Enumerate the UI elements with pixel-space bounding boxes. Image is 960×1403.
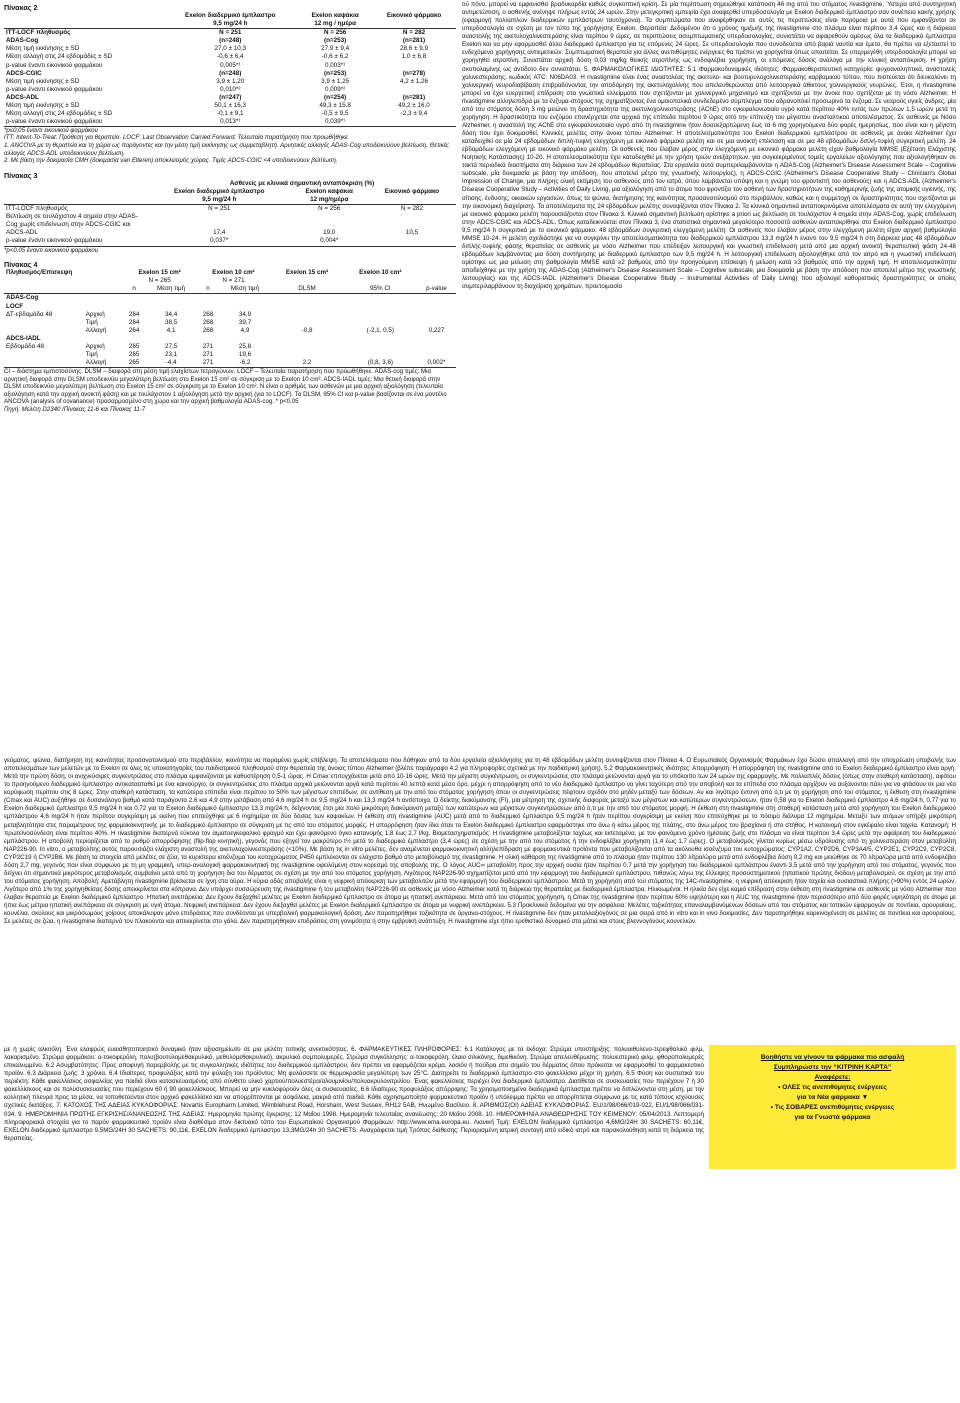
t4-s1a: LOCF <box>6 302 24 310</box>
t2-cell-c1: -0,6 ± 6,4 <box>217 53 244 61</box>
t3-r2-c2: 19,0 <box>323 229 336 237</box>
t3-col2b: 12 mg/ημέρα <box>291 196 368 205</box>
t4-h2b: N = 271 <box>222 277 245 285</box>
right-column-text <box>462 1 956 291</box>
t4-cell-key: Τιμή <box>85 318 98 326</box>
table2-title: Πίνακας 2 <box>4 3 38 12</box>
yellow-item1: • ΟΛΕΣ τις ανεπιθύμητες ενέργειες <box>778 1084 887 1092</box>
t4-cell: 264 <box>128 326 140 334</box>
t2-cell-c2: 0,003*¹ <box>324 61 346 69</box>
t4-cell: 268 <box>202 318 214 326</box>
t3-r1-c3: N = 282 <box>400 205 424 213</box>
t2-cell-c1: (n=247) <box>219 93 242 101</box>
t4-cell: 27,5 <box>164 342 178 350</box>
t2-cell-c2: 49,3 ± 15,8 <box>319 101 351 109</box>
t3-col1: Exelon διαδερμικό έμπλαστρο <box>174 188 265 196</box>
t3-r1-c1: N = 251 <box>208 205 231 213</box>
yellow-title: Βοηθήστε να γίνουν τα φάρμακα πιο ασφαλή <box>760 1054 905 1061</box>
t4-cell: 39,7 <box>238 318 252 326</box>
t4-source: Πηγή: Μελέτη D2340 /Πίνακας 11-6 και Πίνακας 11-7 <box>4 405 146 413</box>
t4-cell: 2,2 <box>270 359 343 368</box>
t4-cell <box>344 343 417 351</box>
t2-row <box>4 53 456 61</box>
t4-cell: 271 <box>202 350 214 358</box>
t2-cell-c2: 0,009*² <box>324 85 346 93</box>
t2-note1: ITT: Intent-To-Treat: Πρόθεση για θεραπεία· LOCF: Last Observation Carried Forward: Τελευταία παρατήρηση που προωθήθηκε <box>4 134 348 142</box>
t2-cell-c3: N = 282 <box>402 29 426 37</box>
t4-h1: Exelon 15 cm² <box>138 269 181 277</box>
t4-cell <box>417 311 456 319</box>
t4-sub-n1: n <box>123 285 146 294</box>
t3-r3-label: p-value έναντι εικονικού φαρμάκου <box>4 237 148 246</box>
t2-row <box>4 70 456 78</box>
t4-cell: -0,8 <box>301 326 313 334</box>
t2-cell-label: ADAS-Cog <box>6 37 39 45</box>
t4-cell: 271 <box>202 342 214 350</box>
t4-cell-group: Εβδομάδα 48 <box>6 342 44 350</box>
t2-cell-label: p-value έναντι εικονικού φαρμάκου <box>6 61 103 69</box>
t4-cell: -4,4 <box>146 359 197 368</box>
table4-title: Πίνακας 4 <box>4 260 38 270</box>
t4-row <box>4 311 456 319</box>
t2-row <box>4 102 456 110</box>
t2-note2: 1. ANCOVA με τη θεραπεία και τη χώρα ως παράγοντες και την μέση τιμή εκκίνησης ως συμμεταβλητή. Αρνητικές αλλαγές ADAS-Cog υποδεικνύουν βελτίωση. Θετικές αλλαγές ADCS-ADL υποδεικνύουν βελτίωση. <box>4 142 450 157</box>
t3-col1b: 9,5 mg/24 h <box>148 196 291 205</box>
t2-col1b: 9,5 mg/24 h <box>162 20 298 29</box>
yellow-item2: • Τις ΣΟΒΑΡΕΣ ανεπιθύμητες ενέργειες <box>770 1104 895 1112</box>
t3-col3: Εικονικό φάρμακο <box>384 188 440 196</box>
t2-cell-label: Μέση τιμή εκκίνησης ± SD <box>6 77 80 85</box>
t4-cell: 34,4 <box>164 310 178 318</box>
t2-col2: Exelon καψάκια <box>311 12 359 20</box>
t2-cell-label: ADCS-CGIC <box>6 69 42 77</box>
t4-cell: 268 <box>202 310 214 318</box>
t2-cell-c3 <box>372 118 456 127</box>
t2-cell-label: ADCS-ADL <box>6 93 39 101</box>
t2-cell-c1: 0,010*² <box>220 85 241 93</box>
t4-cell: 264 <box>128 318 140 326</box>
t2-cell-c2: (n=253) <box>324 37 347 45</box>
t2-cell-label: Μέση τιμή εκκίνησης ± SD <box>6 101 80 109</box>
t2-cell-c2: 3,9 ± 1,25 <box>321 77 350 85</box>
t4-cell <box>344 311 417 319</box>
yellow-report: Αναφέρετε: <box>814 1074 851 1082</box>
t2-cell-c3: -2,3 ± 9,4 <box>400 109 428 117</box>
t4-cell-group <box>4 319 84 327</box>
t2-cell-c2: (n=254) <box>324 93 347 101</box>
t2-cell-c3: 4,2 ± 1,26 <box>400 77 428 85</box>
t4-cell: -6,2 <box>219 359 270 368</box>
t3-sig: *p<0,05 έναντι εικονικού φαρμάκου <box>4 246 99 254</box>
t4-h3: Exelon 15 cm² <box>285 269 329 277</box>
t4-cell-key: Τιμή <box>85 350 98 358</box>
t3-r3-c2: 0,004* <box>291 237 368 246</box>
t3-r3-c1: 0,037* <box>148 237 291 246</box>
t2-cell-c3: (n=281) <box>402 93 426 101</box>
t2-sig: *p≤0,05 έναντι εικονικού φαρμάκου <box>4 126 98 134</box>
table4 <box>4 269 456 368</box>
t4-s1: ADAS-Cog <box>6 294 39 302</box>
bottom-paragraph-2: με ή χωρίς αλκοόλη. Ένα ελαφρώς ευαισθητοποιητικό δυναμικό ήταν αξιοσημείωτο σε μια μελέτη τοπικής ανεκτικότητας. 6. ΦΑΡΜΑΚΕΥΤΙΚΕΣ ΠΛΗΡΟΦΟΡΙΕΣ: 6.1 Κατάλογος με τα έκδοχα: Στρώμα υποστήριξης: πολυαιθυλενο-τερεφθαλικό φιλμ, λακαρισμένο. Στρώμα φαρμάκου: α-τοκοφερόλη, πολυ(βουτυλομεθακρυλικό, μεθυλομεθακρυλικό), ακρυλικό συμπολυμερές. Στρώμα συγκόλλησης: α-τοκοφερόλη, έλαιο σιλικόνης, διμεθικόνη. Στρώμα απελευθέρωσης: πολυεστερικό φιλμ, φθοροπολυμερές επικαλυμμένο. 6.2 Ασυμβατότητες: Προς αποφυγή παρεμβολής με τις συγκολλητικές ιδιότητες του διαδερμικού εμπλάστρου, δεν πρέπει να εφαρμόζεται κρέμα, λοσιόν ή πούδρα στο σημείο του δέρματος όπου πρόκειται να εφαρμοσθεί το φαρμακευτικό προϊόν. 6.3 Διάρκεια ζωής: 3 χρόνια. 6.4 Ιδιαίτερες προφυλάξεις κατά την φύλαξη του προϊόντος: Μη φυλάσσετε σε θερμοκρασία μεγαλύτερη των 25°C. Διατηρείτε το διαδερμικό έμπλαστρο στο φακελλίσκο μέχρι τη χρήση. 6.5 Φύση και συστατικά του περιέκτη: Κάθε φακελλίσκος ασφαλείας για παιδιά είναι κατασκευασμένος από σύνθετο υλικό χαρτιού/πολυεστέρα/αλουμινίου/πολυακρυλονιτριλίου. Ένας φακελλίσκος περιέχει ένα διαδερμικό έμπλαστρο. Διατίθεται σε συσκευασίες που περιέχουν 7 ή 30 φακελλίσκους και σε πολυσυσκευασίες που περιέχουν 60 ή 90 φακελλίσκους. Μπορεί να μην κυκλοφορούν όλες οι συσκευασίες. 6.6 Ιδιαίτερες προφυλάξεις απόρριψης: Τα χρησιμοποιημένα διαδερμικά έμπλαστρα πρέπει να διπλώνονται στη μέση, με την κολλητική πλευρά προς τα μέσα, να τοποθετούνται στον αρχικό φακελλίσκο και να απορρίπτονται με ασφάλεια, μακριά από παιδιά. Κάθε αχρησιμοποίητο φαρμακευτικό προϊόν ή υπόλειμμα πρέπει να απορρίπτεται σύμφωνα με τις κατά τόπους ισχύουσες σχετικές διατάξεις. 7. ΚΑΤΟΧΟΣ ΤΗΣ ΑΔΕΙΑΣ ΚΥΚΛΟΦΟΡΙΑΣ: Novartis Europharm Limited, Wimblehurst Road, Horsham, West Sussex, RH12 5AB, Ηνωμένο Βασίλειο. 8. ΑΡΙΘΜΟΣ(ΟΙ) ΑΔΕΙΑΣ ΚΥΚΛΟΦΟΡΙΑΣ: EU/1/98/066/019-022, EU/1/98/066/031-034. 9. ΗΜΕΡΟΜΗΝΙΑ ΠΡΩΤΗΣ ΕΓΚΡΙΣΗΣ/ΑΝΑΝΕΩΣΗΣ ΤΗΣ ΑΔΕΙΑΣ: Ημερομηνία πρώτης έγκρισης: 12 Μαΐου 1998. Ημερομηνία τελευταίας ανανέωσης: 20 Μαΐου 2008. 10. ΗΜΕΡΟΜΗΝΙΑ ΑΝΑΘΕΩΡΗΣΗΣ ΤΟΥ ΚΕΙΜΕΝΟΥ: 05/04/2013. Λεπτομερή πληροφοριακά στοιχεία για το παρόν φαρμακευτικό προϊόν είναι διαθέσιμα στον δικτυακό τόπο του Ευρωπαϊκού Οργανισμού Φαρμάκων: http://www.ema.europa.eu. Λιανική Τιμή: EXELON διαδερμικό έμπλαστρο 4,6MG/24H 30 SACHETS: 60,11€, EXELON διαδερμικό έμπλαστρο 9,5MG/24H 30 SACHETS: 90,11€, EXELON διαδερμικό έμπλαστρο 13,3MG/24h 30 SACHETS. Αναγράφεται τιμή Τρόπος διάθεσης: Περιορισμένη ιατρική συνταγή από ειδικό ιατρό και παρακολούθηση κατά τη διάρκεια της θεραπείας. <box>4 1046 704 1142</box>
t3-r2-c1: 17,4 <box>213 229 226 237</box>
t4-cell-group <box>4 327 84 335</box>
t2-row <box>4 86 456 94</box>
t4-sub-p: p-value <box>417 285 456 294</box>
t3-r2-c3: 10,5 <box>405 229 419 237</box>
t2-row <box>4 110 456 118</box>
t4-cell-group <box>4 351 84 359</box>
t2-cell-c1: -0,1 ± 9,1 <box>217 109 244 117</box>
t4-cell-key: Αλλαγή <box>84 359 123 368</box>
t2-cell-label: p-value έναντι εικονικού φαρμάκου <box>4 118 162 127</box>
t2-row <box>4 78 456 86</box>
t4-cell: 4,9 <box>240 326 250 334</box>
t4-cell: 265 <box>123 359 146 368</box>
t4-h4: Exelon 10 cm² <box>359 269 402 277</box>
t4-row <box>4 327 456 335</box>
t2-cell-c3 <box>372 86 456 94</box>
t4-cell <box>417 351 456 359</box>
t2-col1: Exelon διαδερμικό έμπλαστρο <box>185 12 276 20</box>
t4-cell-key: Αρχική <box>85 310 105 318</box>
t2-cell-c3: 49,2 ± 16,0 <box>398 101 430 109</box>
table3 <box>4 180 456 246</box>
table2 <box>4 12 456 127</box>
t4-h2: Exelon 10 cm² <box>212 269 255 277</box>
yellow-item2b: για τα Γνωστά φάρμακα <box>794 1114 871 1122</box>
t2-cell-c1: (n=248) <box>219 37 242 45</box>
t2-cell-c2: -0,5 ± 9,5 <box>321 109 349 117</box>
t2-cell-c2: N = 256 <box>324 29 347 37</box>
t2-cell-c1: 3,9 ± 1,20 <box>216 77 245 85</box>
t4-h1b: N = 265 <box>148 277 171 285</box>
t4-row <box>4 359 456 368</box>
t2-row <box>4 29 456 38</box>
t4-cell: (0,8, 3,6) <box>344 359 417 368</box>
t4-cell <box>270 311 343 319</box>
t2-cell-c1: N = 251 <box>219 29 242 37</box>
t4-sub-dlsm: DLSM <box>270 285 343 294</box>
t4-cell: 34,9 <box>238 310 252 318</box>
right-column-paragraph: ού πόνο, μπορεί να εμφανισθεί βραδυκαρδία καθώς συγκοπτική κρίση. Σε μία περίπτωση σημειώθηκε κατάποση 46 mg από του στόματος rivastigmine. Ύστερα από συντηρητική αντιμετώπιση, ο ασθενής ανένηψε πλήρως εντός 24 ωρών. Στην μετεγκριτική εμπειρία έχει αναφερθεί υπερδοσολογία με Exelon διαδερμικό έμπλαστρο σαν συνέπεια κακής χρήσης (εφαρμογή πολλαπλών διαδερμικών εμπλάστρων ταυτόχρονα). Τα συμπτώματα που αναφέρθηκαν σε αυτές τις περιπτώσεις είναι παρόμοια με αυτά που εμφανίζονται σε υπερδοσολογία σε σχέση με τον τύπο της χορήγησης Exelon. Θεραπεία: Δεδομένου ότι ο χρόνος ημιζωής της rivastigmine στο πλάσμα είναι περίπου 3,4 ώρες και η διάρκεια αναστολής της ακετυλοχολινεστεράσης είναι περίπου 9 ώρες, σε περιπτώσεις ασυμπτωματικής υπερδοσολογίας, συνιστάται να αφαιρεθούν αμέσως όλα τα διαδερμικά έμπλαστρα Exelon και να μην εφαρμοσθεί άλλο διαδερμικό έμπλαστρο για τις επόμενες 24 ώρες. Σε υπερδοσολογία που συνοδεύεται από βαριά ναυτία και έμετο, θα πρέπει να εξεταστεί το ενδεχόμενο χορήγησης αντιεμετικών. Συμπτωματική θεραπεία για άλλες ανεπιθύμητες ενέργειες θα πρέπει να χορηγείται όπως απαιτείται. Σε υπερμεγέθη υπερδοσολογία μπορεί να χορηγηθεί ατροπίνη. Συνιστάται αρχική δόση 0,03 mg/kg θειικής ατροπίνης ως ενδοφλέβια χορήγηση, οι επόμενες δόσεις ανάλογα με την κλινική ανταπόκριση. Η χρήση σκοπολαμίνης ως αντίδοτο δεν συνιστάται. 5. ΦΑΡΜΑΚΟΛΟΓΙΚΕΣ ΙΔΙΟΤΗΤΕΣ: 5.1 Φαρμακοδυναμικές ιδιότητες: Φαρμακοθεραπευτική κατηγορία: ψυχοαναληπτικά, αναστολείς χολινεστεράσης, κωδικός ATC: N06DA03. Η rivastigmine είναι ένας αναστολέας της ακετυλο- και βουτυρυλοχολινεστεράσης καρβαμικού τύπου, που πιστεύεται ότι διευκολύνει τη χολινεργική νευροδιαβίβαση επιβραδύνοντας την αποδόμηση της ακετυλοχολίνης που απελευθερώνεται από λειτουργικά άθικτους χολινεργικούς νευρώνες. Έτσι, η rivastigmine μπορεί να έχει ευεργετική επίδραση στα γνωστικά ελλείμματα που σχετίζονται με χολινεργικό μηχανισμό και σχετίζονται με την άνοια που σχετίζεται με τη νόσο Alzheimer. Η rivastigmine αλληλεπιδρά με τα ένζυμα-στόχους της σχηματίζοντας ένα ομοιοπολικά συνδεδεμένο σύμπλεγμα που αδρανοποιεί προσωρινά τα ένζυμα. Σε νεαρούς υγιείς άνδρες, μία από του στόματος δόση 3 mg μειώνει τη δραστηριότητα της ακετυλοχολινεστεράσης (AChE) στο εγκεφαλονωτιαίο υγρό κατά περίπου 40% εντός των πρώτων 1,5 ωρών μετά τη χορήγηση. Η δραστικότητα του ενζύμου επανέρχεται στα αρχικά της επίπεδα περίπου 9 ώρες από την επίτευξη του μέγιστου ανασταλτικού αποτελέσματος. Σε ασθενείς με Νόσο Alzheimer, η αναστολή της AChE στο εγκεφαλονωτιαίο υγρό από τη rivastigmine ήταν δοσοεξαρτώμενη έως τα 6 mg χορηγούμενα δύο φορές ημερησίως, που είναι και η μέγιστη δόση που έχει δοκιμασθεί. Κλινικές μελέτες στην άνοια τύπου Alzheimer: Η αποτελεσματικότητα του Exelon διαδερμικού εμπλάστρου σε ασθενείς με άνοια Alzheimer έχει καταδειχθεί σε μία 24 εβδομάδων διπλή-τυφλή ελεγχόμενη με εικονικό φάρμακο μελέτη και σε μια ανοικτή επέκταση και σε μια 48 εβδομάδων διπλή-τυφλή συγκριτική μελέτη. 24 εβδομάδων ελεγχόμενη με εικονικό φάρμακο μελέτη: Οι ασθενείς που έλαβαν μέρος στην ελεγχόμενη με εικονικό φάρμακο μελέτη είχαν βαθμολογία MMSE (Εξέταση Ελάχιστης Νοητικής Κατάστασης) 10-20. Η αποτελεσματικότητα έχει καταδειχθεί με την χρήση τριών ανεξάρτητων, για συγκεκριμένους τομείς εργαλείων αξιολόγησης που αξιολογήθηκαν σε τακτά περιοδικά διαστήματα στη διάρκεια των 24 εβδομάδων θεραπείας. Στα εργαλεία αυτά συμπεριλαμβάνονται η ADAS-Cog (Alzheimer's Disease Assessment Scale – Cognitive subscale, μία δοκιμασία με βάση την απόδοση, που αποτελεί μέτρο της γνωστικής λειτουργίας), η ADCS-CGIC (Alzheimer's Disease Cooperative Study – Clinician's Global Impression of Change, μια πλήρης ολική εκτίμηση του ασθενούς από τον ιατρό, όπου λαμβάνεται υπόψη και η γνώμη του φροντιστή του ασθενούς) και η ADCS-ADL (Alzheimer's Disease Cooperative Study – Activities of Daily Living, μια αξιολόγηση από το άτομο που φροντίζει τον ασθενή των δραστηριοτήτων της καθημερινής ζωής της ατομικής υγιεινής, της σίτισης, ένδυσης, οικιακών εργασιών, όπως τα ψώνια, διατήρησης της ικανότητας προσανατολισμού στο περιβάλλον, καθώς και η συμμετοχή σε δραστηριότητες που σχετίζονται με την οικονομική διαχείριση). Τα αποτελέσματα της 24 εβδομάδων μελέτης συνοψίζονται στον Πίνακα 2. Τα κλινικά σημαντικά ανταποκρινόμενα αποτελέσματα σε αυτή την ελεγχόμενη με εικονικό φάρμακο μελέτη παρουσιάζονται στον Πίνακα 3. Κλινικά σημαντική βελτίωση ορίστηκε a priori ως βελτίωση σε τουλάχιστον 4 σημεία στην ADAS-Cog, χωρίς επιδείνωση στην ADCS-CGIC και ADCS-ADL. Όπως καταδεικνύεται στον Πίνακα 3, ένα στατιστικά σημαντικά μεγαλύτερο ποσοστό ασθενών ανταποκρίθηκε στο Exelon διαδερμικό έμπλαστρο 9,5 mg/24 h συγκριτικά με το εικονικό φάρμακο. 48 εβδομάδων συγκριτική ελεγχόμενη μελέτη: Οι ασθενείς που έλαβαν μέρος στην ελεγχόμενη μελέτη είχαν αρχική βαθμολογία MMSE 10-24. Η μελέτη σχεδιάστηκε για να συγκρίνει την αποτελεσματικότητα του διαδερμικού εμπλάστρου 13,3 mg/24 h έναντι του 9,5 mg/24 h στη διάρκεια μιας 48 εβδομάδων διπλής-τυφλής φάσης θεραπείας σε ασθενείς με νόσο Alzheimer που επέδειξαν λειτουργική και γνωστική επιδείνωση μετά από μια αρχική ανοικτή θεραπευτική φάση 24-48 εβδομάδων λαμβάνοντας μια δόση συντήρησης με διαδερμικό έμπλαστρο των 9,5 mg/24 h. Η λειτουργική επιδείνωση αξιολογήθηκε από τον ιατρό και η γνωστική επιδείνωση ορίστηκε ως μια μείωση στη βαθμολογία MMSE κατά ≥2 βαθμούς από την προηγούμενη επίσκεψη ή μείωση κατά ≥3 βαθμούς από την αρχική τιμή. Η αποτελεσματικότητα αποδείχθηκε με την χρήση της ADAS-Cog (Alzheimer's Disease Assessment Scale – Cognitive subscale, μια δοκιμασία με βάση την απόδοση που αποτελεί μέτρο της γνωστικής λειτουργίας) και της ADCS-IADL (Alzheimer's Disease Cooperative Study – Instrumental Activities of Daily Living) που αξιολογεί καθοριστικές δραστηριότητες οι οποίες συμπεριλαμβάνουν τη διαχείριση χρημάτων, προετοιμασία <box>462 1 956 291</box>
t4-cell <box>417 343 456 351</box>
t2-cell-c1: (n=248) <box>219 69 242 77</box>
t2-col3: Εικονικό φάρμακο <box>386 12 442 20</box>
t4-cell: 0,227 <box>428 326 445 334</box>
t2-cell-c3: 1,0 ± 6,8 <box>401 53 427 61</box>
t4-cell <box>344 319 417 327</box>
t4-group: Πληθυσμός/Επίσκεψη <box>6 269 73 277</box>
tables-column <box>4 3 456 414</box>
table3-title: Πίνακας 3 <box>4 170 38 180</box>
t4-cell: 38,5 <box>164 318 178 326</box>
t2-cell-c3: (n=281) <box>402 37 426 45</box>
t2-cell-c3: 28,6 ± 9,9 <box>400 45 428 53</box>
t4-cell: 4,1 <box>166 326 176 334</box>
t4-cell: 265 <box>128 342 140 350</box>
t2-cell-c2: (n=253) <box>324 69 347 77</box>
t3-r1-label: ITT-LOCF πληθυσμός <box>6 205 68 213</box>
t3-head: Ασθενείς με κλινικά σημαντική ανταπόκριση (%) <box>229 180 375 188</box>
t2-cell-c1: 50,1 ± 16,3 <box>214 101 247 109</box>
t4-cell <box>270 319 343 327</box>
t4-sub-ci: 95% CI <box>344 285 417 294</box>
t2-cell-c2: 0,039*¹ <box>298 118 372 127</box>
t4-cell: 19,6 <box>238 350 252 358</box>
yellow-subtitle: Συμπληρώστε την “ΚΙΤΡΙΝΗ ΚΑΡΤΑ” <box>773 1064 892 1072</box>
t2-cell-label: Μέση τιμή εκκίνησης ± SD <box>6 45 80 53</box>
t4-cell <box>270 351 343 359</box>
bottom-text-2 <box>4 1046 704 1143</box>
t2-col2b: 12 mg / ημέρα <box>298 20 372 29</box>
yellow-item1b: για τα Νέα φάρμακα ▼ <box>796 1094 869 1102</box>
t4-s2: ADCS-IADL <box>6 334 41 342</box>
t2-row <box>4 62 456 70</box>
t3-r2-label: Βελτίωση σε τουλάχιστον 4 σημεία στην ADAS-Cog χωρίς επιδείνωση στην ADCS-CGIC και ADCS-ADL <box>6 213 138 237</box>
t4-row <box>4 319 456 327</box>
t2-note3: 2. Με βάση την δοκιμασία CMH (δοκιμασία van Elteren) αποκλεισμός χώρας. Τιμές ADCS-CGIC <4 υποδεικνύουν βελτίωση. <box>4 157 338 165</box>
t4-sub-mean2: Μέση τιμή <box>219 285 270 294</box>
t4-cell: 0,002* <box>417 359 456 368</box>
t2-cell-c1: 0,005*¹ <box>220 61 241 69</box>
t4-cell <box>417 319 456 327</box>
t2-cell-label: ITT-LOCF πληθυσμός <box>6 29 71 37</box>
t4-row <box>4 351 456 359</box>
t2-cell-c3: (n=278) <box>402 69 426 77</box>
t4-cell <box>344 351 417 359</box>
t4-cell: 23,1 <box>164 350 178 358</box>
t4-notes: CI – διάστημα εμπιστοσύνης. DLSM – διαφορά στη μέση τιμή ελαχίστων τετραγώνων. LOCF – Τελευταία παρατήρηση που προωθήθηκε. ADAS-cog τιμές: Μια αρνητική διαφορά στην DLSM υποδεικνύει μεγαλύτερη βελτίωση στο Exelon 15 cm² σε σύγκριση με το Exelon 10 cm². ADCS-IADL τιμές: Μια θετική διαφορά στην DLSM υποδεικνύει μεγαλύτερη βελτίωση στο Exelon 15 cm² σε σύγκριση με το Exelon 10 cm². Ν είναι ο αριθμός των ασθενών με μια αρχική αξιολόγηση (τελευταία αξιολόγηση κατά την αρχική ανοικτή φάση) και με τουλάχιστον 1 αξιολόγηση μετά την αρχική (για το LOCF). Τα DLSM, 95% CI και p-value βασίζονται σε ένα μοντέλο ANCOVA (analysis of covariance) προσαρμοσμένο στη χώρα και την αρχική βαθμολογία ADAS-cog. * p<0,05 <box>4 367 447 406</box>
t2-cell-label: Μέση αλλαγή στις 24 εβδομάδες ± SD <box>6 53 113 61</box>
t2-cell-c3 <box>372 62 456 70</box>
t4-cell-group: ΔΤ-εβδομάδα 48 <box>6 310 53 318</box>
t2-cell-c2: -0,6 ± 6,2 <box>321 53 349 61</box>
t2-cell-label: Μέση αλλαγή στις 24 εβδομάδες ± SD <box>6 109 113 117</box>
t2-cell-c1: 27,0 ± 10,3 <box>214 45 247 53</box>
t4-cell-key: Αρχική <box>85 342 105 350</box>
t2-cell-label: p-value έναντι εικονικού φαρμάκου <box>6 85 103 93</box>
t4-cell: 25,8 <box>238 342 252 350</box>
t3-r1-c2: N = 256 <box>318 205 341 213</box>
t2-row <box>4 94 456 102</box>
t4-cell: 271 <box>197 359 220 368</box>
yellow-card-box <box>709 1045 956 1169</box>
t2-row <box>4 118 456 127</box>
t4-sub-mean1: Μέση τιμή <box>146 285 197 294</box>
t4-cell: (-2,1, 0,5) <box>366 326 394 334</box>
t4-cell <box>270 343 343 351</box>
t4-row <box>4 343 456 351</box>
t4-cell-group <box>4 359 84 368</box>
t2-cell-c2: 27,9 ± 9,4 <box>321 45 350 53</box>
t2-cell-c1: 0,013*¹ <box>162 118 298 127</box>
t4-sub-n2: n <box>197 285 220 294</box>
t4-cell: 265 <box>128 350 140 358</box>
t4-cell: 264 <box>128 310 140 318</box>
bottom-text <box>4 757 956 926</box>
t4-cell: 268 <box>202 326 214 334</box>
t3-col2: Exelon καψάκια <box>305 188 353 196</box>
t4-cell-key: Αλλαγή <box>85 326 107 334</box>
bottom-paragraph: γεύματος, ψώνια, διατήρηση της ικανότητας προσανατολισμού στο περιβάλλον, ικανότητα να παραμένει χωρίς επίβλεψη. Τα αποτελέσματα που δόθηκαν από τα δύο εργαλεία αξιολόγησης για τη 48 εβδομάδων μελέτη συνοψίζονται στον Πίνακα 4. Ο Ευρωπαϊκός Οργανισμός Φαρμάκων έχει δώσει απαλλαγή από την υποχρέωση υποβολής των αποτελεσμάτων των μελετών με το Exelon σε όλες τις υποκατηγορίες του παιδιατρικού πληθυσμού στην θεραπεία της άνοιας τύπου Alzheimer (βλέπε παράγραφο 4.2 για πληροφορίες σχετικά με την παιδιατρική χρήση). 5.2 Φαρμακοκινητικές ιδιότητες: Απορρόφηση: Η απορρόφηση της rivastigmine από το Exelon διαδερμικό έμπλαστρο είναι αργή. Μετά την πρώτη δόση, οι ανιχνεύσιμες συγκεντρώσεις στο πλάσμα εμφανίζονται με καθυστέρηση 0,5-1 ώρας. Η Cmax επιτυγχάνεται μετά από 10-16 ώρες. Μετά την μέγιστη συγκέντρωση, οι συγκεντρώσεις στο πλάσμα μειώνονται αργά για το υπόλοιπο των 24 ωρών της εφαρμογής. Με πολλαπλές δόσεις (όπως στην σταθερή κατάσταση), αφότου το προηγούμενο διαδερμικό έμπλαστρο αντικατασταθεί με ένα καινούργιο, οι συγκεντρώσεις στο πλάσμα αρχικά μειώνονται αργά κατά περίπου 40 λεπτά κατά μέσο όρο, μέχρι η απορρόφηση από το νέο διαδερμικό έμπλαστρο να γίνει ταχύτερη από την αποβολή και τα επίπεδα στο πλάσμα αρχίζουν να αυξάνονται πάλι για να φτάσουν σε μια νέα κορύφωση περίπου στις 8 ώρες. Στην σταθερή κατάσταση, τα κατώτερα επίπεδα είναι περίπου το 50% των μέγιστων επιπέδων, σε αντίθεση με την από του στόματος χορήγηση όπου οι συγκεντρώσεις πέφτουν σχεδόν στο μηδέν μεταξύ των δόσεων. Αν και λιγότερο έντονη από ό,τι με τη χορήγηση από του στόματος, η έκθεση στη rivastigmine (Cmax και AUC) αυξήθηκε σε δυσανάλογο βαθμό κατά παράγοντα 2,6 και 4,9 στην μετάβαση από 4,6 mg/24 h σε 9,5 mg/24 h και 13,3 mg/24 h αντίστοιχα. Ο δείκτης διακύμανσης (FI), μια μέτρηση της σχετικής διαφοράς μεταξύ των μέγιστων και κατώτερων συγκεντρώσεων, ήταν 0,58 για το Exelon διαδερμικό έμπλαστρο 4,6 mg/24 h, 0,77 για το Exelon διαδερμικό έμπλαστρο 9,5 mg/24 h και 0,72 για το Exelon διαδερμικό έμπλαστρο 13,3 mg/24 h, δείχνοντας έτσι μια πολύ μικρότερη διακύμανση μεταξύ των κατώτερων και μέγιστων συγκεντρώσεων από ό,τι με την από του στόματος μορφή. Η έκθεση στη rivastigmine στη σταθερή κατάσταση μετά από χορήγηση του Exelon διαδερμικού εμπλάστρου 4,6 mg/24 h ήταν περίπου συγκρίσιμη με εκείνη που επιτεύχθηκε με 6 mg/ημέρα σε δύο δόσεις των καψακίων. Η έκθεση στη rivastigmine (AUC) μετά από το διαδερμικό έμπλαστρο 9,5 mg/24 h ήταν περίπου συγκρίσιμη με εκείνη που επιτεύχθηκε με το πόσιμο διάλυμα 12 mg/ημέρα. Μεταξύ των ατόμων υπήρξε μικρότερη μεταβλητότητα στις παραμέτρους της φαρμακοκινητικής με το διαδερμικό έμπλαστρο σε σύγκριση με τις από του στόματος μορφές. Η απορρόφηση ήταν ίδια όταν το Exelon διαδερμικό έμπλαστρο εφαρμόστηκε στο άνω ή κάτω μέρος της πλάτης, στο άνω μέρος του βραχίονα ή στο στήθος. Η κατανομή στον εγκέφαλο είναι ταχεία. Κατανομή: Η πρωτεϊνοσύνδεση είναι περίπου 40%. Η rivastigmine διαπερνά εύκολα τον αιματοεγκεφαλικό φραγμό και έχει φαινόμενο όγκο κατανομής 1,8 έως 2,7 l/kg. Βιομετασχηματισμός: Η rivastigmine μεταβολίζεται ταχέως και εκτεταμένα, με τον φαινόμενο χρόνο ημίσειας ζωής στο πλάσμα να είναι περίπου 3,4 ώρες μετά την αφαίρεση του διαδερμικού εμπλάστρου. Η αποβολή περιορίζεται από το ρυθμό απορρόφησης (flip-flop κινητική), γεγονός που εξηγεί τον μακρύτερο t½ μετά το διαδερμικό έμπλαστρο (3,4 ώρες) σε σχέση με την από του στόματος ή την ενδοφλέβια χορήγηση (1,4 έως 1,7 ώρες). Ο μεταβολισμός γίνεται κυρίως μέσω υδρόλυσης από τη χολινεστεράση στον μεταβολίτη NAP226-90. In vitro, ο μεταβολίτης αυτός παρουσιάζει ελάχιστη αναστολή της ακετυλοχολινεστεράσης (<10%). Με βάση τις in vitro μελέτες, δεν αναμένεται φαρμακοκινητική αλληλεπίδραση με φαρμακευτικά προϊόντα που μεταβολίζονται από τα ακόλουθα ισοένζυμα του κυτοχρώματος: CYP1A2, CYP2D6, CYP3A4/5, CYP2E1, CYP2C9, CYP2C8, CYP2C19 ή CYP2B6. Με βάση τα στοιχεία από μελέτες σε ζώα, τα κυριότερα ισοένζυμα του κυτοχρώματος P450 εμπλέκονται σε ελάχιστο βαθμό στο μεταβολισμό της rivastigmine. Η ολική κάθαρση της rivastigmine από το πλάσμα ήταν περίπου 130 λίτρα/ώρα μετά από ενδοφλέβια δόση 0,2 mg και μειώθηκε σε 70 λίτρα/ώρα μετά από ενδοφλέβια δόση 2,7 mg, γεγονός που είναι σύμφωνο με τη μη γραμμική, υπερ-αναλογική φαρμακοκινητική της rivastigmine οφειλόμενη στον κορεσμό της αποβολής της. Ο λόγος AUC∞ μεταβολίτη προς την αρχική ουσία ήταν περίπου 0,7 μετά την χορήγηση του διαδερμικού εμπλάστρου έναντι 3,5 μετά από την χορήγηση από του στόματος, γεγονός που δείχνει ότι σημαντικά μικρότερος μεταβολισμός συμβαίνει μετά από τη χορήγηση δια του δέρματος σε σχέση με την από του στόματος χορήγηση. Λιγότερος NAP226-90 σχηματίζεται μετά από την εφαρμογή του διαδερμικού εμπλάστρου, πιθανώς λόγω της έλλειψης προσυστηματικού (ηπατικού πρώτης διόδου) μεταβολισμού, σε σχέση με την από του στόματος χορήγηση. Αποβολή: Αμετάβλητη rivastigmine βρίσκεται σε ίχνη στα ούρα. Η κύρια οδός αποβολής είναι η νεφρική απέκκριση των μεταβολιτών μετά την εφαρμογή του διαδερμικού εμπλάστρου. Μετά τη χορήγηση από του στόματος της 14C-rivastigmine, η νεφρική απέκκριση ήταν ταχεία και ουσιαστικά πλήρης (>90%) εντός 24 ωρών. Λιγότερο από 1% της χορηγηθείσας δόσης απεκκρίνεται στα κόπρανα. Δεν υπάρχει συσσώρευση της rivastigmine ή του μεταβολίτη NAP226-90 σε ασθενείς με νόσο Alzheimer κατά τη διάρκεια της θεραπείας με διαδερμικά έμπλαστρα. Ηλικιωμένοι: Η ηλικία δεν είχε καμιά επίδραση στην έκθεση στη rivastigmine σε ασθενείς με νόσο Alzheimer που έλαβαν θεραπεία με Exelon διαδερμικό έμπλαστρο. Ηπατική ανεπάρκεια: Δεν έχουν διεξαχθεί μελέτες με Exelon διαδερμικό έμπλαστρο σε άτομα με ηπατική ανεπάρκεια. Μετά από του στόματος χορήγηση, η Cmax της rivastigmine ήταν περίπου 60% υψηλότερη και η AUC της rivastigmine ήταν περισσότερο από δύο φορές υψηλότερη σε άτομα με ήπια έως μέτρια ηπατική ανεπάρκεια σε σύγκριση με υγιή άτομα. Νεφρική ανεπάρκεια: Δεν έχουν διεξαχθεί μελέτες με Exelon διαδερμικό έμπλαστρο σε άτομα με νεφρική ανεπάρκεια. 5.3 Προκλινικά δεδομένα για την ασφάλεια: Μελέτες τοξικότητας επαναλαμβανόμενων δόσεων από του στόματος και τοπικών εφαρμογών σε ποντίκια, αρουραίους, κουνέλια, σκύλους και μικρόσωμους χοίρους αποκάλυψαν μόνο επιδράσεις που συνδέονται με υπερβολική φαρμακολογική δράση. Δεν παρατηρήθηκε τοξικότητα σε όργανα-στόχους. Η rivastigmine δεν ήταν μεταλλαξιογόνος σε μια σειρά από in vitro και in vivo δοκιμασίες. Δεν παρατηρήθηκε καρκινογένεση σε μελέτες σε ποντίκια και αρουραίους. Σε μελέτες σε ζώα, η rivastigmine διαπερνά τον πλακούντα και απεκκρίνεται στο γάλα. Δεν παρατηρήθηκαν επιδράσεις στη γονιμότητα ή στην εμβρυϊκή ανάπτυξη. Η rivastigmine είχε ήπιο ερεθιστικό δυναμικό στα μάτια και στους βλεννογόνους κουνελιών. <box>4 757 956 926</box>
